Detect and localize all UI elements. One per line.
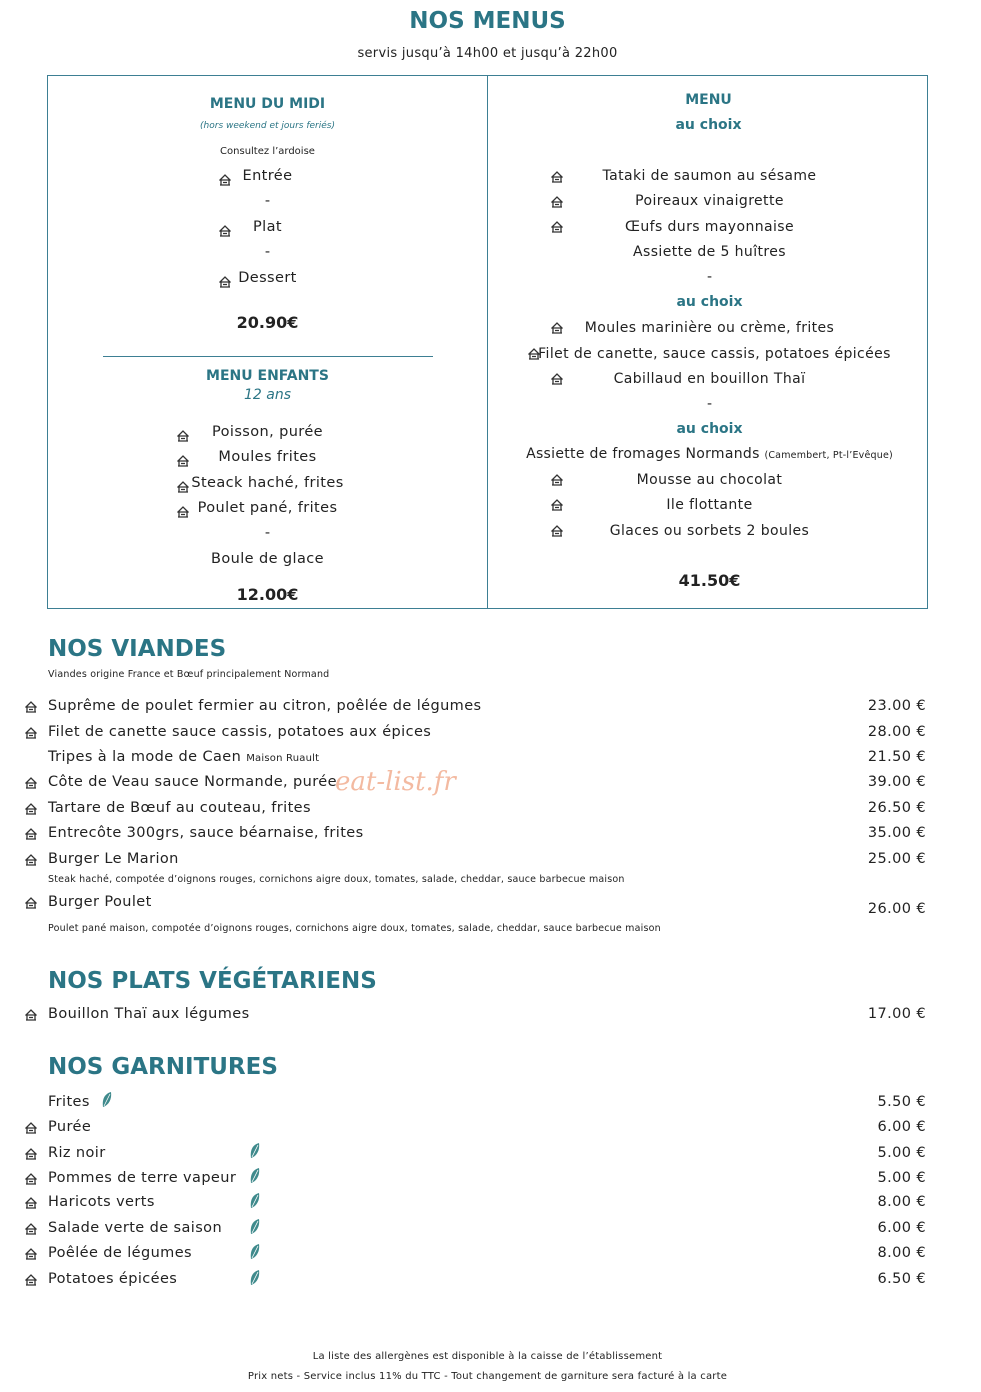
menu-choix-dessert: Ile flottante (666, 497, 753, 513)
dish-name: Tripes à la mode de Caen (48, 749, 242, 765)
dish-description: Steak haché, compotée d’oignons rouges, cornichons aigre doux, tomates, salade, cheddar, sauce barbecue maison (48, 874, 625, 885)
watermark: eat-list.fr (335, 767, 456, 797)
dish-name: Burger Le Marion (48, 851, 179, 867)
leaf-icon (249, 1218, 261, 1236)
menu-choix-sep: - (706, 269, 713, 285)
fait-maison-icon (24, 1247, 38, 1260)
side-name: Haricots verts (48, 1194, 155, 1210)
fait-maison-icon (24, 1147, 38, 1160)
menu-midi-sep: - (264, 193, 271, 209)
menu-choix-sep: - (706, 396, 713, 412)
menu-choix-dessert: Glaces ou sorbets 2 boules (609, 523, 810, 539)
footer-allergens: La liste des allergènes est disponible à la caisse de l’établissement (312, 1351, 663, 1362)
leaf-icon (101, 1091, 113, 1109)
menu-choix-main: Moules marinière ou crème, frites (584, 320, 835, 336)
fait-maison-icon (24, 896, 38, 909)
menu-midi-title: MENU DU MIDI (209, 96, 326, 112)
dish-name: Filet de canette sauce cassis, potatoes aux épices (48, 724, 432, 740)
side-price: 5.00 € (877, 1145, 926, 1161)
fait-maison-icon (24, 1196, 38, 1209)
dish-price: 26.00 € (867, 901, 926, 917)
cheese-label: Assiette de fromages Normands (526, 446, 760, 462)
menu-choix-main: Filet de canette, sauce cassis, potatoes épicées (538, 346, 891, 362)
side-price: 6.00 € (877, 1220, 926, 1236)
side-name: Potatoes épicées (48, 1271, 178, 1287)
menu-choix-main: Cabillaud en bouillon Thaï (613, 371, 806, 387)
leaf-icon (249, 1192, 261, 1210)
menu-choix-price: 41.50€ (678, 571, 741, 590)
garnitures-title: NOS GARNITURES (48, 1054, 278, 1080)
dish-price: 17.00 € (867, 1006, 926, 1022)
dish-name: Côte de Veau sauce Normande, purée (48, 774, 337, 790)
leaf-icon (249, 1142, 261, 1160)
menu-enfants-item: Poisson, purée (212, 424, 323, 440)
dish-price: 35.00 € (867, 825, 926, 841)
menu-midi-note: (hors weekend et jours feriés) (200, 121, 335, 131)
dish-price: 28.00 € (867, 724, 926, 740)
fait-maison-icon (24, 726, 38, 739)
side-name: Purée (48, 1119, 92, 1135)
menu-enfants-age: 12 ans (243, 387, 291, 403)
side-price: 8.00 € (877, 1194, 926, 1210)
leaf-icon (249, 1167, 261, 1185)
menu-midi-item: Plat (253, 219, 282, 235)
page-subtitle: servis jusqu’à 14h00 et jusqu’à 22h00 (357, 46, 618, 61)
dish-note: Maison Ruault (246, 753, 320, 764)
side-name: Riz noir (48, 1145, 106, 1161)
au-choix-label: au choix (676, 421, 743, 437)
viandes-title: NOS VIANDES (48, 636, 227, 662)
viandes-subtitle: Viandes origine France et Bœuf principalement Normand (48, 669, 330, 680)
menu-enfants-item: Moules frites (218, 449, 317, 465)
side-price: 6.50 € (877, 1271, 926, 1287)
menu-midi-price: 20.90€ (236, 313, 299, 332)
fait-maison-icon (24, 1121, 38, 1134)
menu-midi-consult: Consultez l’ardoise (220, 146, 315, 157)
menu-choix-starter: Œufs durs mayonnaise (625, 219, 794, 235)
dish-price: 23.00 € (867, 698, 926, 714)
menu-enfants-sep: - (264, 525, 271, 541)
dish-name: Entrecôte 300grs, sauce béarnaise, frites (48, 825, 364, 841)
dish-name: Bouillon Thaï aux légumes (48, 1006, 250, 1022)
side-price: 6.00 € (877, 1119, 926, 1135)
vegetariens-title: NOS PLATS VÉGÉTARIENS (48, 968, 377, 994)
side-name: Frites (48, 1094, 90, 1110)
side-price: 5.50 € (877, 1094, 926, 1110)
dish-price: 21.50 € (867, 749, 926, 765)
side-price: 5.00 € (877, 1170, 926, 1186)
menu-midi-item: Dessert (238, 270, 297, 286)
menu-enfants-extra: Boule de glace (211, 551, 324, 567)
menu-enfants-item: Steack haché, frites (191, 475, 344, 491)
menus-divider (487, 75, 488, 609)
menu-enfants-title: MENU ENFANTS (206, 368, 329, 384)
dish-name: Burger Poulet (48, 894, 152, 910)
fait-maison-icon (24, 827, 38, 840)
page-title: NOS MENUS (409, 8, 566, 34)
dish-price: 26.50 € (867, 800, 926, 816)
footer-prices: Prix nets - Service inclus 11% du TTC - Tout changement de garniture sera facturé à la carte (247, 1371, 728, 1382)
menu-choix-cheese (489, 446, 930, 462)
leaf-icon (249, 1269, 261, 1287)
side-name: Salade verte de saison (48, 1220, 223, 1236)
left-column-divider (103, 356, 433, 357)
fait-maison-icon (24, 1222, 38, 1235)
dish-description: Poulet pané maison, compotée d’oignons rouges, cornichons aigre doux, tomates, salade, cheddar, sauce barbecue maison (48, 923, 661, 934)
menu-choix-starter: Poireaux vinaigrette (635, 193, 784, 209)
menu-enfants-price: 12.00€ (236, 585, 299, 604)
au-choix-label: au choix (676, 294, 743, 310)
fait-maison-icon (24, 802, 38, 815)
menu-choix-title: MENU (685, 92, 732, 108)
fait-maison-icon (24, 853, 38, 866)
leaf-icon (249, 1243, 261, 1261)
au-choix-label: au choix (675, 117, 742, 133)
menu-choix-starter: Assiette de 5 huîtres (633, 244, 786, 260)
side-price: 8.00 € (877, 1245, 926, 1261)
fait-maison-icon (24, 1273, 38, 1286)
cheese-note: (Camembert, Pt-l’Evêque) (764, 450, 893, 461)
fait-maison-icon (24, 776, 38, 789)
dish-name: Suprême de poulet fermier au citron, poêlée de légumes (48, 698, 482, 714)
menu-midi-sep: - (264, 244, 271, 260)
dish-row (48, 749, 319, 765)
fait-maison-icon (24, 1172, 38, 1185)
fait-maison-icon (24, 1008, 38, 1021)
side-name: Pommes de terre vapeur (48, 1170, 237, 1186)
menu-midi-item: Entrée (242, 168, 293, 184)
fait-maison-icon (24, 700, 38, 713)
side-name: Poêlée de légumes (48, 1245, 192, 1261)
dish-price: 39.00 € (867, 774, 926, 790)
dish-price: 25.00 € (867, 851, 926, 867)
menu-choix-dessert: Mousse au chocolat (636, 472, 783, 488)
menu-choix-starter: Tataki de saumon au sésame (602, 168, 817, 184)
menu-enfants-item: Poulet pané, frites (197, 500, 338, 516)
dish-name: Tartare de Bœuf au couteau, frites (48, 800, 311, 816)
